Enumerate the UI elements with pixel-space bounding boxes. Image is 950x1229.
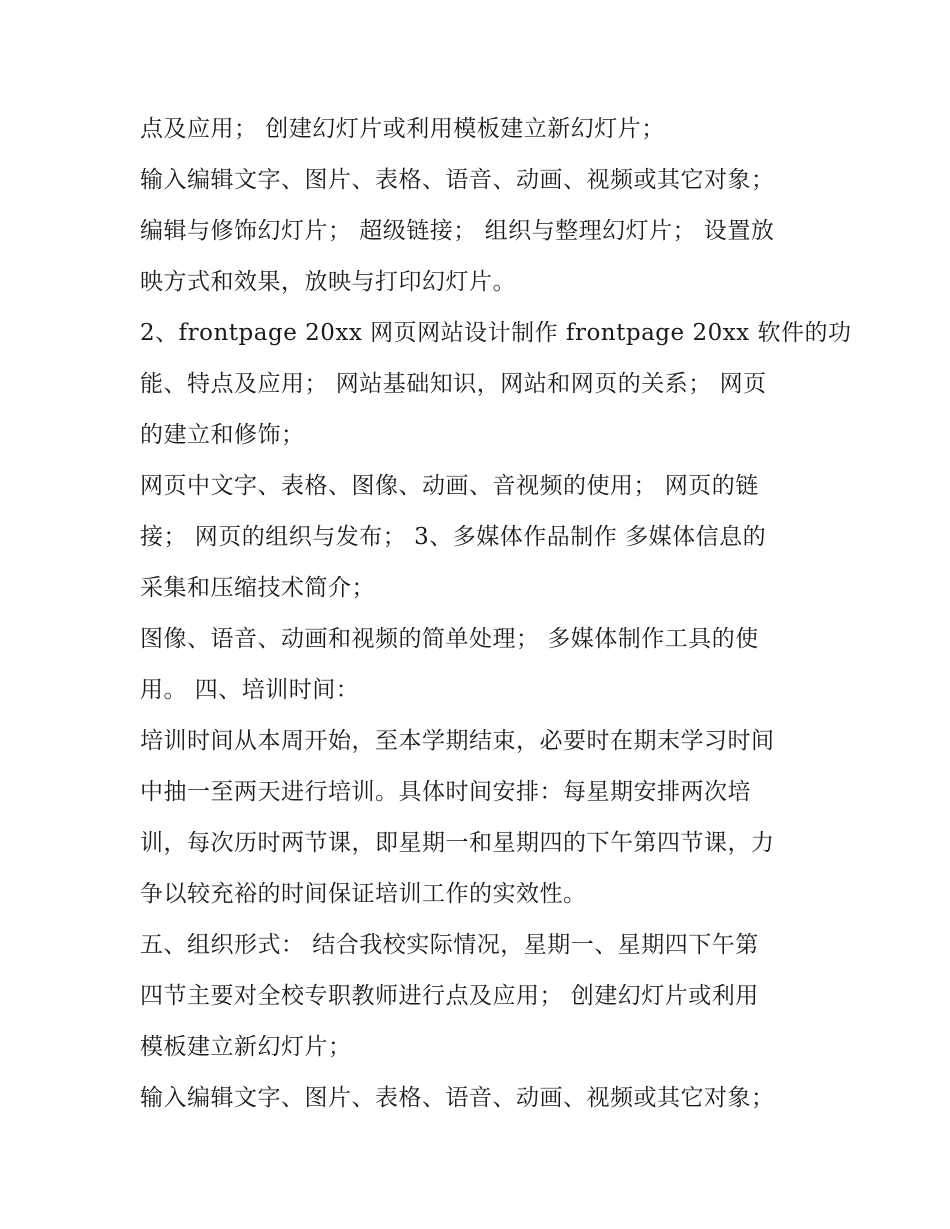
text-line: 五、组织形式： 结合我校实际情况，星期一、星期四下午第 bbox=[140, 932, 759, 958]
text-line: 训，每次历时两节课，即星期一和星期四的下午第四节课，力 bbox=[140, 830, 775, 856]
text-line: 中抽一至两天进行培训。具体时间安排：每星期安排两次培 bbox=[140, 779, 751, 805]
text-line: 输入编辑文字、图片、表格、语音、动画、视频或其它对象； bbox=[140, 1085, 775, 1111]
text-line: 编辑与修饰幻灯片； 超级链接； 组织与整理幻灯片； 设置放 bbox=[140, 218, 775, 244]
text-line: 点及应用； 创建幻灯片或利用模板建立新幻灯片； bbox=[140, 116, 665, 142]
text-line: 用。 四、培训时间： bbox=[140, 677, 360, 703]
text-line: 2、frontpage 20xx 网页网站设计制作 frontpage 20xx 软件的功 bbox=[140, 320, 852, 346]
text-line: 接； 网页的组织与发布； 3、多媒体作品制作 多媒体信息的 bbox=[140, 524, 767, 550]
text-line: 争以较充裕的时间保证培训工作的实效性。 bbox=[140, 881, 587, 907]
text-line: 采集和压缩技术简介； bbox=[140, 575, 375, 601]
text-line: 图像、语音、动画和视频的简单处理； 多媒体制作工具的使 bbox=[140, 626, 759, 652]
text-line: 四节主要对全校专职教师进行点及应用； 创建幻灯片或利用 bbox=[140, 983, 759, 1009]
text-line: 能、特点及应用； 网站基础知识，网站和网页的关系； 网页 bbox=[140, 371, 767, 397]
text-line: 的建立和修饰； bbox=[140, 422, 305, 448]
text-line: 培训时间从本周开始，至本学期结束，必要时在期末学习时间 bbox=[140, 728, 775, 754]
text-line: 模板建立新幻灯片； bbox=[140, 1034, 352, 1060]
text-line: 映方式和效果，放映与打印幻灯片。 bbox=[140, 269, 516, 295]
text-line: 输入编辑文字、图片、表格、语音、动画、视频或其它对象； bbox=[140, 167, 775, 193]
document-body bbox=[140, 104, 852, 1124]
text-line: 网页中文字、表格、图像、动画、音视频的使用； 网页的链 bbox=[140, 473, 759, 499]
